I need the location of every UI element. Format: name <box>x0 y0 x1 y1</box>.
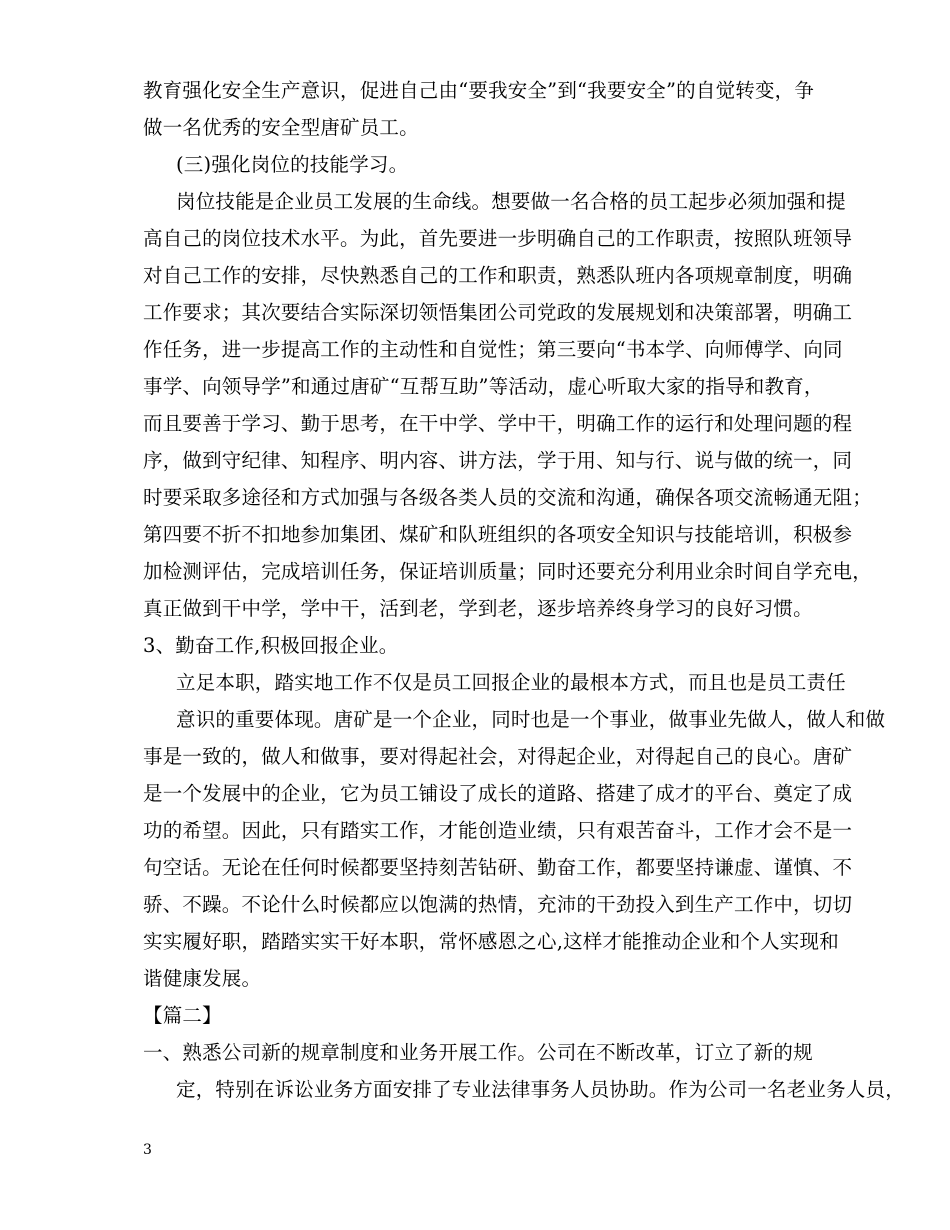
paragraph-line: 高自己的岗位技术水平。为此，首先要进一步明确自己的工作职责，按照队班领导 <box>143 227 853 250</box>
section-heading: 【篇二】 <box>143 1004 222 1027</box>
paragraph-line: 事是一致的，做人和做事，要对得起社会，对得起企业，对得起自己的良心。唐矿 <box>143 745 853 768</box>
paragraph-line: 加检测评估，完成培训任务，保证培训质量；同时还要充分利用业余时间自学充电， <box>143 560 872 583</box>
section-heading: 3、勤奋工作,积极回报企业。 <box>143 634 399 657</box>
page-number: 3 <box>143 1142 152 1158</box>
paragraph-line: 事学、向领导学”和通过唐矿“互帮互助”等活动，虚心听取大家的指导和教育， <box>143 375 824 398</box>
paragraph-line: 定，特别在诉讼业务方面安排了专业法律事务人员协助。作为公司一名老业务人员， <box>176 1078 905 1101</box>
paragraph-line: 功的希望。因此，只有踏实工作，才能创造业绩，只有艰苦奋斗，工作才会不是一 <box>143 819 853 842</box>
paragraph-line: 谐健康发展。 <box>143 967 262 990</box>
paragraph-line: 做一名优秀的安全型唐矿员工。 <box>143 116 419 139</box>
paragraph-line: 一、熟悉公司新的规章制度和业务开展工作。公司在不断改革，订立了新的规 <box>143 1041 813 1064</box>
paragraph-line: 作任务，进一步提高工作的主动性和自觉性；第三要向“书本学、向师傅学、向同 <box>143 338 843 361</box>
paragraph-line: 工作要求；其次要结合实际深切领悟集团公司党政的发展规划和决策部署，明确工 <box>143 301 853 324</box>
section-heading: (三)强化岗位的技能学习。 <box>176 153 409 176</box>
paragraph-line: 句空话。无论在任何时候都要坚持刻苦钻研、勤奋工作，都要坚持谦虚、谨慎、不 <box>143 856 853 879</box>
paragraph-line: 岗位技能是企业员工发展的生命线。想要做一名合格的员工起步必须加强和提 <box>176 190 846 213</box>
paragraph-line: 是一个发展中的企业，它为员工铺设了成长的道路、搭建了成才的平台、奠定了成 <box>143 782 853 805</box>
paragraph-line: 第四要不折不扣地参加集团、煤矿和队班组织的各项安全知识与技能培训，积极参 <box>143 523 853 546</box>
paragraph-line: 而且要善于学习、勤于思考，在干中学、学中干，明确工作的运行和处理问题的程 <box>143 412 853 435</box>
paragraph-line: 序，做到守纪律、知程序、明内容、讲方法，学于用、知与行、说与做的统一，同 <box>143 449 853 472</box>
paragraph-line: 对自己工作的安排，尽快熟悉自己的工作和职责，熟悉队班内各项规章制度，明确 <box>143 264 853 287</box>
paragraph-line: 时要采取多途径和方式加强与各级各类人员的交流和沟通，确保各项交流畅通无阻； <box>143 486 872 509</box>
paragraph-line: 实实履好职，踏踏实实干好本职，常怀感恩之心,这样才能推动企业和个人实现和 <box>143 930 839 953</box>
paragraph-line: 意识的重要体现。唐矿是一个企业，同时也是一个事业，做事业先做人，做人和做 <box>176 708 886 731</box>
paragraph-line: 教育强化安全生产意识，促进自己由“要我安全”到“我要安全”的自觉转变，争 <box>143 79 815 102</box>
paragraph-line: 立足本职，踏实地工作不仅是员工回报企业的最根本方式，而且也是员工责任 <box>176 671 846 694</box>
paragraph-line: 骄、不躁。不论什么时候都应以饱满的热情，充沛的干劲投入到生产工作中，切切 <box>143 893 853 916</box>
paragraph-line: 真正做到干中学，学中干，活到老，学到老，逐步培养终身学习的良好习惯。 <box>143 597 813 620</box>
